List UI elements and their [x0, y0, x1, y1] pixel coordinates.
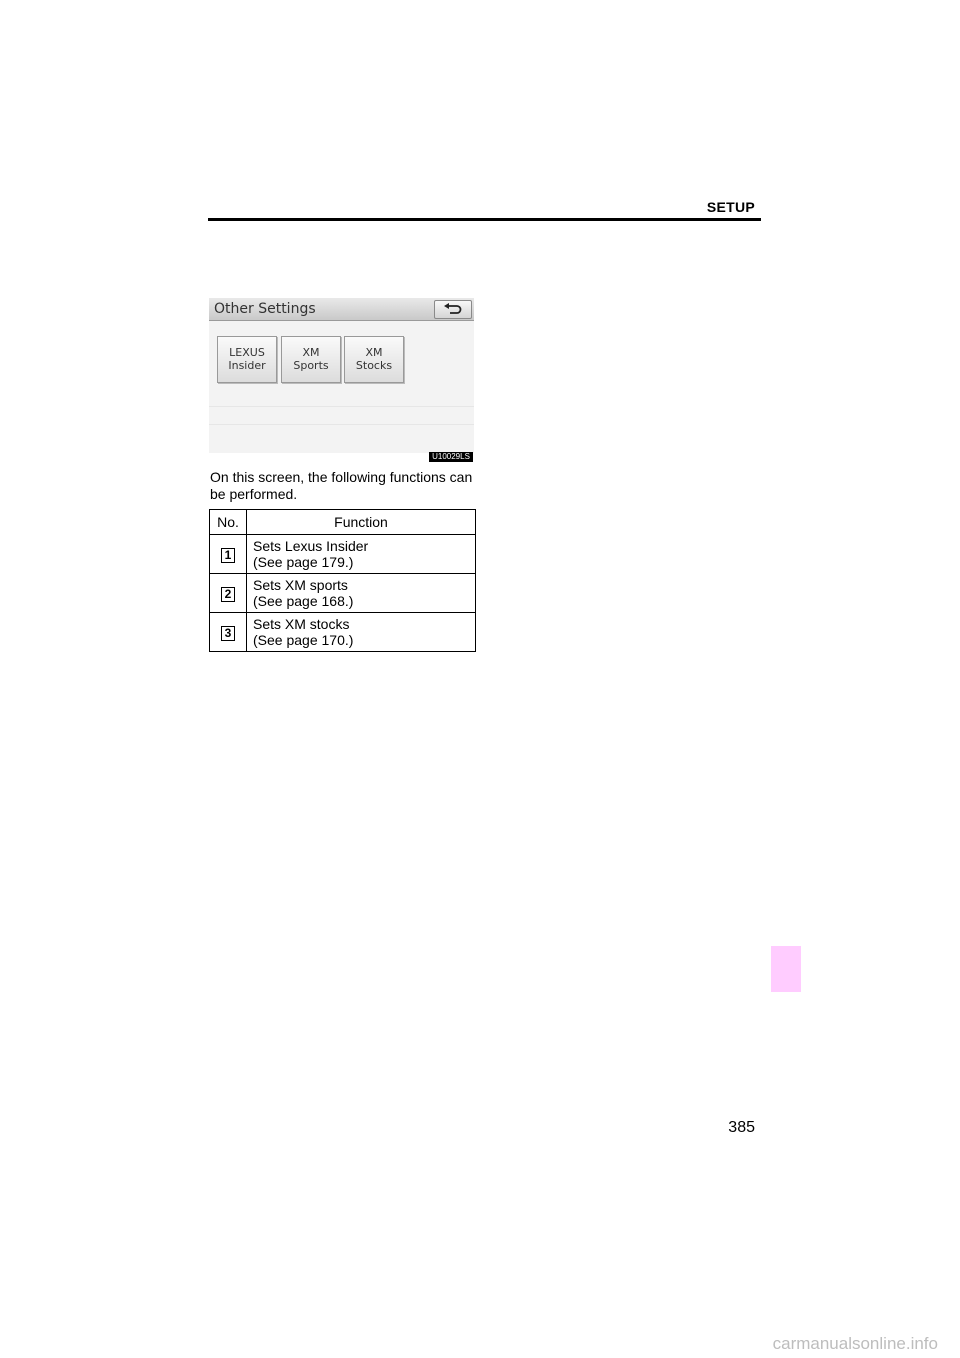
table-row — [210, 613, 476, 652]
row-number-cell — [210, 613, 247, 652]
function-page-reference: (See page 170.) — [253, 632, 354, 648]
button-label-line1: XM — [302, 346, 320, 359]
button-label-line1: LEXUS — [229, 346, 265, 359]
function-description: Sets Lexus Insider — [253, 538, 369, 554]
back-arrow-icon — [442, 303, 464, 315]
section-title: SETUP — [706, 199, 755, 215]
figure-code-badge: U10029LS — [429, 452, 473, 462]
button-label-line1: XM — [365, 346, 383, 359]
column-header-function: Function — [247, 510, 476, 535]
screen-divider — [209, 424, 474, 425]
intro-text: On this screen, the following functions can be performed. — [210, 469, 473, 502]
chapter-side-tab — [771, 946, 801, 992]
header-rule — [208, 218, 761, 221]
screen-title: Other Settings — [214, 301, 316, 317]
row-function-cell — [247, 574, 476, 613]
lexus-insider-button[interactable] — [217, 336, 277, 383]
function-page-reference: (See page 168.) — [253, 593, 354, 609]
function-table — [209, 509, 476, 652]
column-header-no: No. — [210, 510, 247, 535]
row-number-badge: 1 — [221, 548, 235, 563]
row-number-badge: 2 — [221, 587, 235, 602]
button-label-line2: Stocks — [355, 359, 393, 372]
row-number-cell — [210, 574, 247, 613]
table-row — [210, 574, 476, 613]
function-page-reference: (See page 179.) — [253, 554, 354, 570]
button-label-line2: Sports — [293, 359, 329, 372]
page-number: 385 — [728, 1119, 755, 1136]
table-row — [210, 535, 476, 574]
table-header-row — [210, 510, 476, 535]
xm-sports-button[interactable] — [281, 336, 341, 383]
button-label-line2: Insider — [228, 359, 266, 372]
back-button[interactable] — [434, 300, 472, 319]
xm-stocks-button[interactable] — [344, 336, 404, 383]
screen-header — [209, 298, 474, 321]
row-function-cell — [247, 613, 476, 652]
row-function-cell — [247, 535, 476, 574]
screen-divider — [209, 406, 474, 407]
function-description: Sets XM stocks — [253, 616, 350, 632]
watermark: carmanualsonline.info — [772, 1334, 938, 1353]
row-number-badge: 3 — [221, 626, 235, 641]
row-number-cell — [210, 535, 247, 574]
function-description: Sets XM sports — [253, 577, 348, 593]
settings-screenshot — [209, 298, 474, 453]
